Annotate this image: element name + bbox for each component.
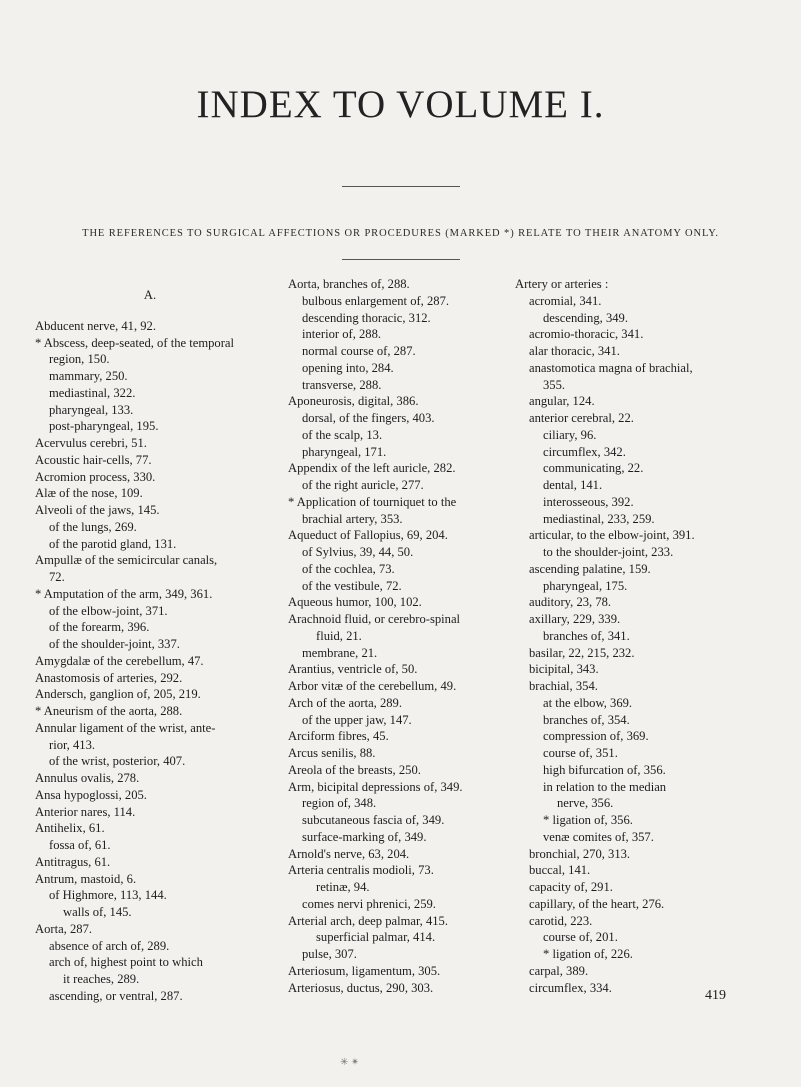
index-entry: Artery or arteries :	[515, 277, 609, 291]
index-entry: Arterial arch, deep palmar, 415.	[288, 913, 448, 928]
bottom-divider	[342, 259, 460, 260]
index-entry: walls of, 145.	[63, 905, 132, 919]
index-entry: pharyngeal, 175.	[543, 578, 628, 593]
index-entry: Annular ligament of the wrist, ante-	[35, 720, 216, 735]
index-entry: ciliary, 96.	[543, 427, 597, 442]
index-column-3	[515, 276, 745, 996]
index-entry: Arm, bicipital depressions of, 349.	[288, 779, 463, 794]
index-entry: dental, 141.	[543, 478, 603, 492]
index-entry: Arteriosum, ligamentum, 305.	[288, 963, 441, 978]
index-entry: brachial, 354.	[529, 679, 598, 693]
index-entry: of the shoulder-joint, 337.	[49, 637, 180, 651]
index-note: THE REFERENCES TO SURGICAL AFFECTIONS OR PROCEDURES (MARKED *) RELATE TO THEIR ANATOMY ONLY.	[82, 228, 719, 239]
index-entry: alar thoracic, 341.	[529, 344, 620, 358]
index-entry: bicipital, 343.	[529, 662, 599, 677]
index-entry: of Highmore, 113, 144.	[49, 888, 167, 903]
index-entry: of the cochlea, 73.	[302, 561, 395, 576]
index-entry: of the lungs, 269.	[49, 519, 137, 534]
footer-mark: ✳ ✴	[340, 1057, 360, 1068]
index-entry: of the forearm, 396.	[49, 620, 150, 635]
index-entry: Aqueous humor, 100, 102.	[288, 595, 422, 610]
index-entry: to the shoulder-joint, 233.	[543, 545, 674, 559]
index-entry: anterior cerebral, 22.	[529, 411, 634, 425]
index-entry: capacity of, 291.	[529, 880, 613, 894]
index-entry: acromio-thoracic, 341.	[529, 327, 644, 342]
index-entry: Arteria centralis modioli, 73.	[288, 863, 434, 878]
index-entry: angular, 124.	[529, 394, 595, 409]
index-entry: Appendix of the left auricle, 282.	[288, 461, 456, 476]
index-entry: circumflex, 334.	[529, 980, 612, 995]
index-entry: fossa of, 61.	[49, 838, 111, 852]
index-entry: auditory, 23, 78.	[529, 595, 612, 610]
index-entry: subcutaneous fascia of, 349.	[302, 813, 445, 827]
index-entry: brachial artery, 353.	[302, 511, 403, 526]
index-entry: transverse, 288.	[302, 377, 382, 392]
index-entry: of Sylvius, 39, 44, 50.	[302, 545, 414, 559]
index-entry: at the elbow, 369.	[543, 695, 633, 710]
index-entry: compression of, 369.	[543, 729, 649, 744]
index-entry: bulbous enlargement of, 287.	[302, 293, 450, 308]
index-entry: Acoustic hair-cells, 77.	[35, 452, 152, 467]
index-column-2	[288, 276, 518, 996]
index-entry: Areola of the breasts, 250.	[288, 762, 421, 777]
top-divider	[342, 186, 460, 187]
index-entry: carpal, 389.	[529, 963, 589, 978]
index-entry: post-pharyngeal, 195.	[49, 419, 159, 434]
index-entry: surface-marking of, 349.	[302, 829, 427, 844]
index-entry: course of, 201.	[543, 930, 618, 945]
index-entry: Antrum, mastoid, 6.	[35, 871, 137, 886]
index-entry: opening into, 284.	[302, 360, 394, 375]
index-entry: retinæ, 94.	[316, 880, 370, 894]
index-entry: circumflex, 342.	[543, 444, 626, 459]
index-entry: course of, 351.	[543, 746, 618, 760]
index-entry: nerve, 356.	[557, 796, 614, 811]
index-entry: interior of, 288.	[302, 327, 382, 342]
index-entry: mammary, 250.	[49, 369, 128, 383]
index-entry: Aponeurosis, digital, 386.	[288, 394, 419, 409]
index-entry: venæ comites of, 357.	[543, 829, 654, 844]
index-entry: Aorta, branches of, 288.	[288, 277, 410, 291]
index-entry: Arciform fibres, 45.	[288, 729, 389, 744]
index-entry: high bifurcation of, 356.	[543, 762, 666, 777]
index-entry: Aqueduct of Fallopius, 69, 204.	[288, 528, 448, 543]
index-entry: arch of, highest point to which	[49, 955, 203, 970]
index-entry: Anastomosis of arteries, 292.	[35, 670, 183, 685]
index-entry: region, 150.	[49, 352, 110, 367]
index-entry: pharyngeal, 171.	[302, 444, 387, 459]
index-entry: mediastinal, 322.	[49, 385, 136, 400]
index-entry: ascending, or ventral, 287.	[49, 988, 183, 1003]
index-entry: bronchial, 270, 313.	[529, 846, 631, 861]
index-entry: Alveoli of the jaws, 145.	[35, 503, 160, 517]
index-entry: of the vestibule, 72.	[302, 578, 402, 593]
index-entry: pulse, 307.	[302, 947, 357, 961]
index-entry: axillary, 229, 339.	[529, 612, 621, 626]
index-entry: * Application of tourniquet to the	[288, 494, 457, 509]
index-entry: of the upper jaw, 147.	[302, 712, 412, 727]
index-entry: absence of arch of, 289.	[49, 938, 170, 953]
index-entry: descending thoracic, 312.	[302, 310, 431, 325]
index-entry: of the scalp, 13.	[302, 427, 383, 442]
index-column-1	[35, 276, 265, 1005]
index-entry: Antitragus, 61.	[35, 854, 111, 869]
index-entry: Ampullæ of the semicircular canals,	[35, 553, 218, 568]
index-entry: * ligation of, 356.	[543, 813, 633, 827]
index-entry: mediastinal, 233, 259.	[543, 511, 655, 526]
index-entry: basilar, 22, 215, 232.	[529, 645, 635, 660]
index-entry: superficial palmar, 414.	[316, 930, 436, 945]
index-entry: Arteriosus, ductus, 290, 303.	[288, 980, 434, 995]
page-number: 419	[705, 988, 726, 1003]
index-entry: Abducent nerve, 41, 92.	[35, 318, 157, 333]
index-entry: descending, 349.	[543, 310, 628, 325]
index-entry: anastomotica magna of brachial,	[529, 360, 693, 375]
index-entry: Annulus ovalis, 278.	[35, 771, 140, 785]
index-entry: region of, 348.	[302, 796, 377, 811]
index-entry: Aorta, 287.	[35, 921, 93, 936]
index-entry: Antihelix, 61.	[35, 821, 105, 836]
index-entry: acromial, 341.	[529, 293, 602, 308]
index-entry: comes nervi phrenici, 259.	[302, 896, 436, 911]
index-entry: Amygdalæ of the cerebellum, 47.	[35, 653, 204, 668]
index-entry: rior, 413.	[49, 737, 96, 752]
index-entry: ascending palatine, 159.	[529, 561, 651, 576]
index-entry: branches of, 354.	[543, 712, 630, 727]
index-entry: dorsal, of the fingers, 403.	[302, 411, 435, 425]
index-entry: buccal, 141.	[529, 863, 591, 878]
page-title: INDEX TO VOLUME I.	[196, 83, 605, 126]
index-entry: Arnold's nerve, 63, 204.	[288, 846, 410, 861]
section-letter: A.	[143, 288, 157, 302]
index-entry: normal course of, 287.	[302, 344, 416, 358]
index-entry: communicating, 22.	[543, 461, 644, 476]
index-entry: membrane, 21.	[302, 645, 378, 660]
index-entry: 72.	[49, 570, 65, 584]
index-entry: pharyngeal, 133.	[49, 402, 134, 417]
index-entry: * Amputation of the arm, 349, 361.	[35, 586, 213, 601]
index-entry: capillary, of the heart, 276.	[529, 896, 665, 911]
index-entry: interosseous, 392.	[543, 494, 634, 509]
index-entry: * Aneurism of the aorta, 288.	[35, 704, 183, 718]
index-entry: Arantius, ventricle of, 50.	[288, 662, 418, 677]
index-entry: Andersch, ganglion of, 205, 219.	[35, 687, 201, 702]
index-entry: Anterior nares, 114.	[35, 804, 136, 819]
index-entry: Acervulus cerebri, 51.	[35, 436, 147, 450]
index-entry: * Abscess, deep-seated, of the temporal	[35, 335, 234, 350]
index-entry: Acromion process, 330.	[35, 469, 156, 484]
index-entry: of the elbow-joint, 371.	[49, 603, 168, 618]
index-entry: fluid, 21.	[316, 628, 362, 643]
index-entry: articular, to the elbow-joint, 391.	[529, 528, 695, 543]
index-entry: * ligation of, 226.	[543, 947, 633, 961]
index-entry: it reaches, 289.	[63, 972, 140, 986]
index-entry: Alæ of the nose, 109.	[35, 486, 143, 501]
index-entry: carotid, 223.	[529, 913, 593, 928]
index-entry: Arch of the aorta, 289.	[288, 695, 403, 710]
index-entry: Arbor vitæ of the cerebellum, 49.	[288, 679, 457, 693]
index-entry: Arachnoid fluid, or cerebro-spinal	[288, 612, 461, 626]
index-entry: Ansa hypoglossi, 205.	[35, 787, 147, 802]
index-entry: branches of, 341.	[543, 628, 630, 643]
index-entry: of the right auricle, 277.	[302, 478, 424, 492]
index-entry: Arcus senilis, 88.	[288, 746, 376, 760]
index-entry: of the parotid gland, 131.	[49, 536, 177, 551]
index-entry: of the wrist, posterior, 407.	[49, 754, 186, 769]
index-entry: 355.	[543, 377, 566, 392]
index-entry: in relation to the median	[543, 779, 667, 794]
